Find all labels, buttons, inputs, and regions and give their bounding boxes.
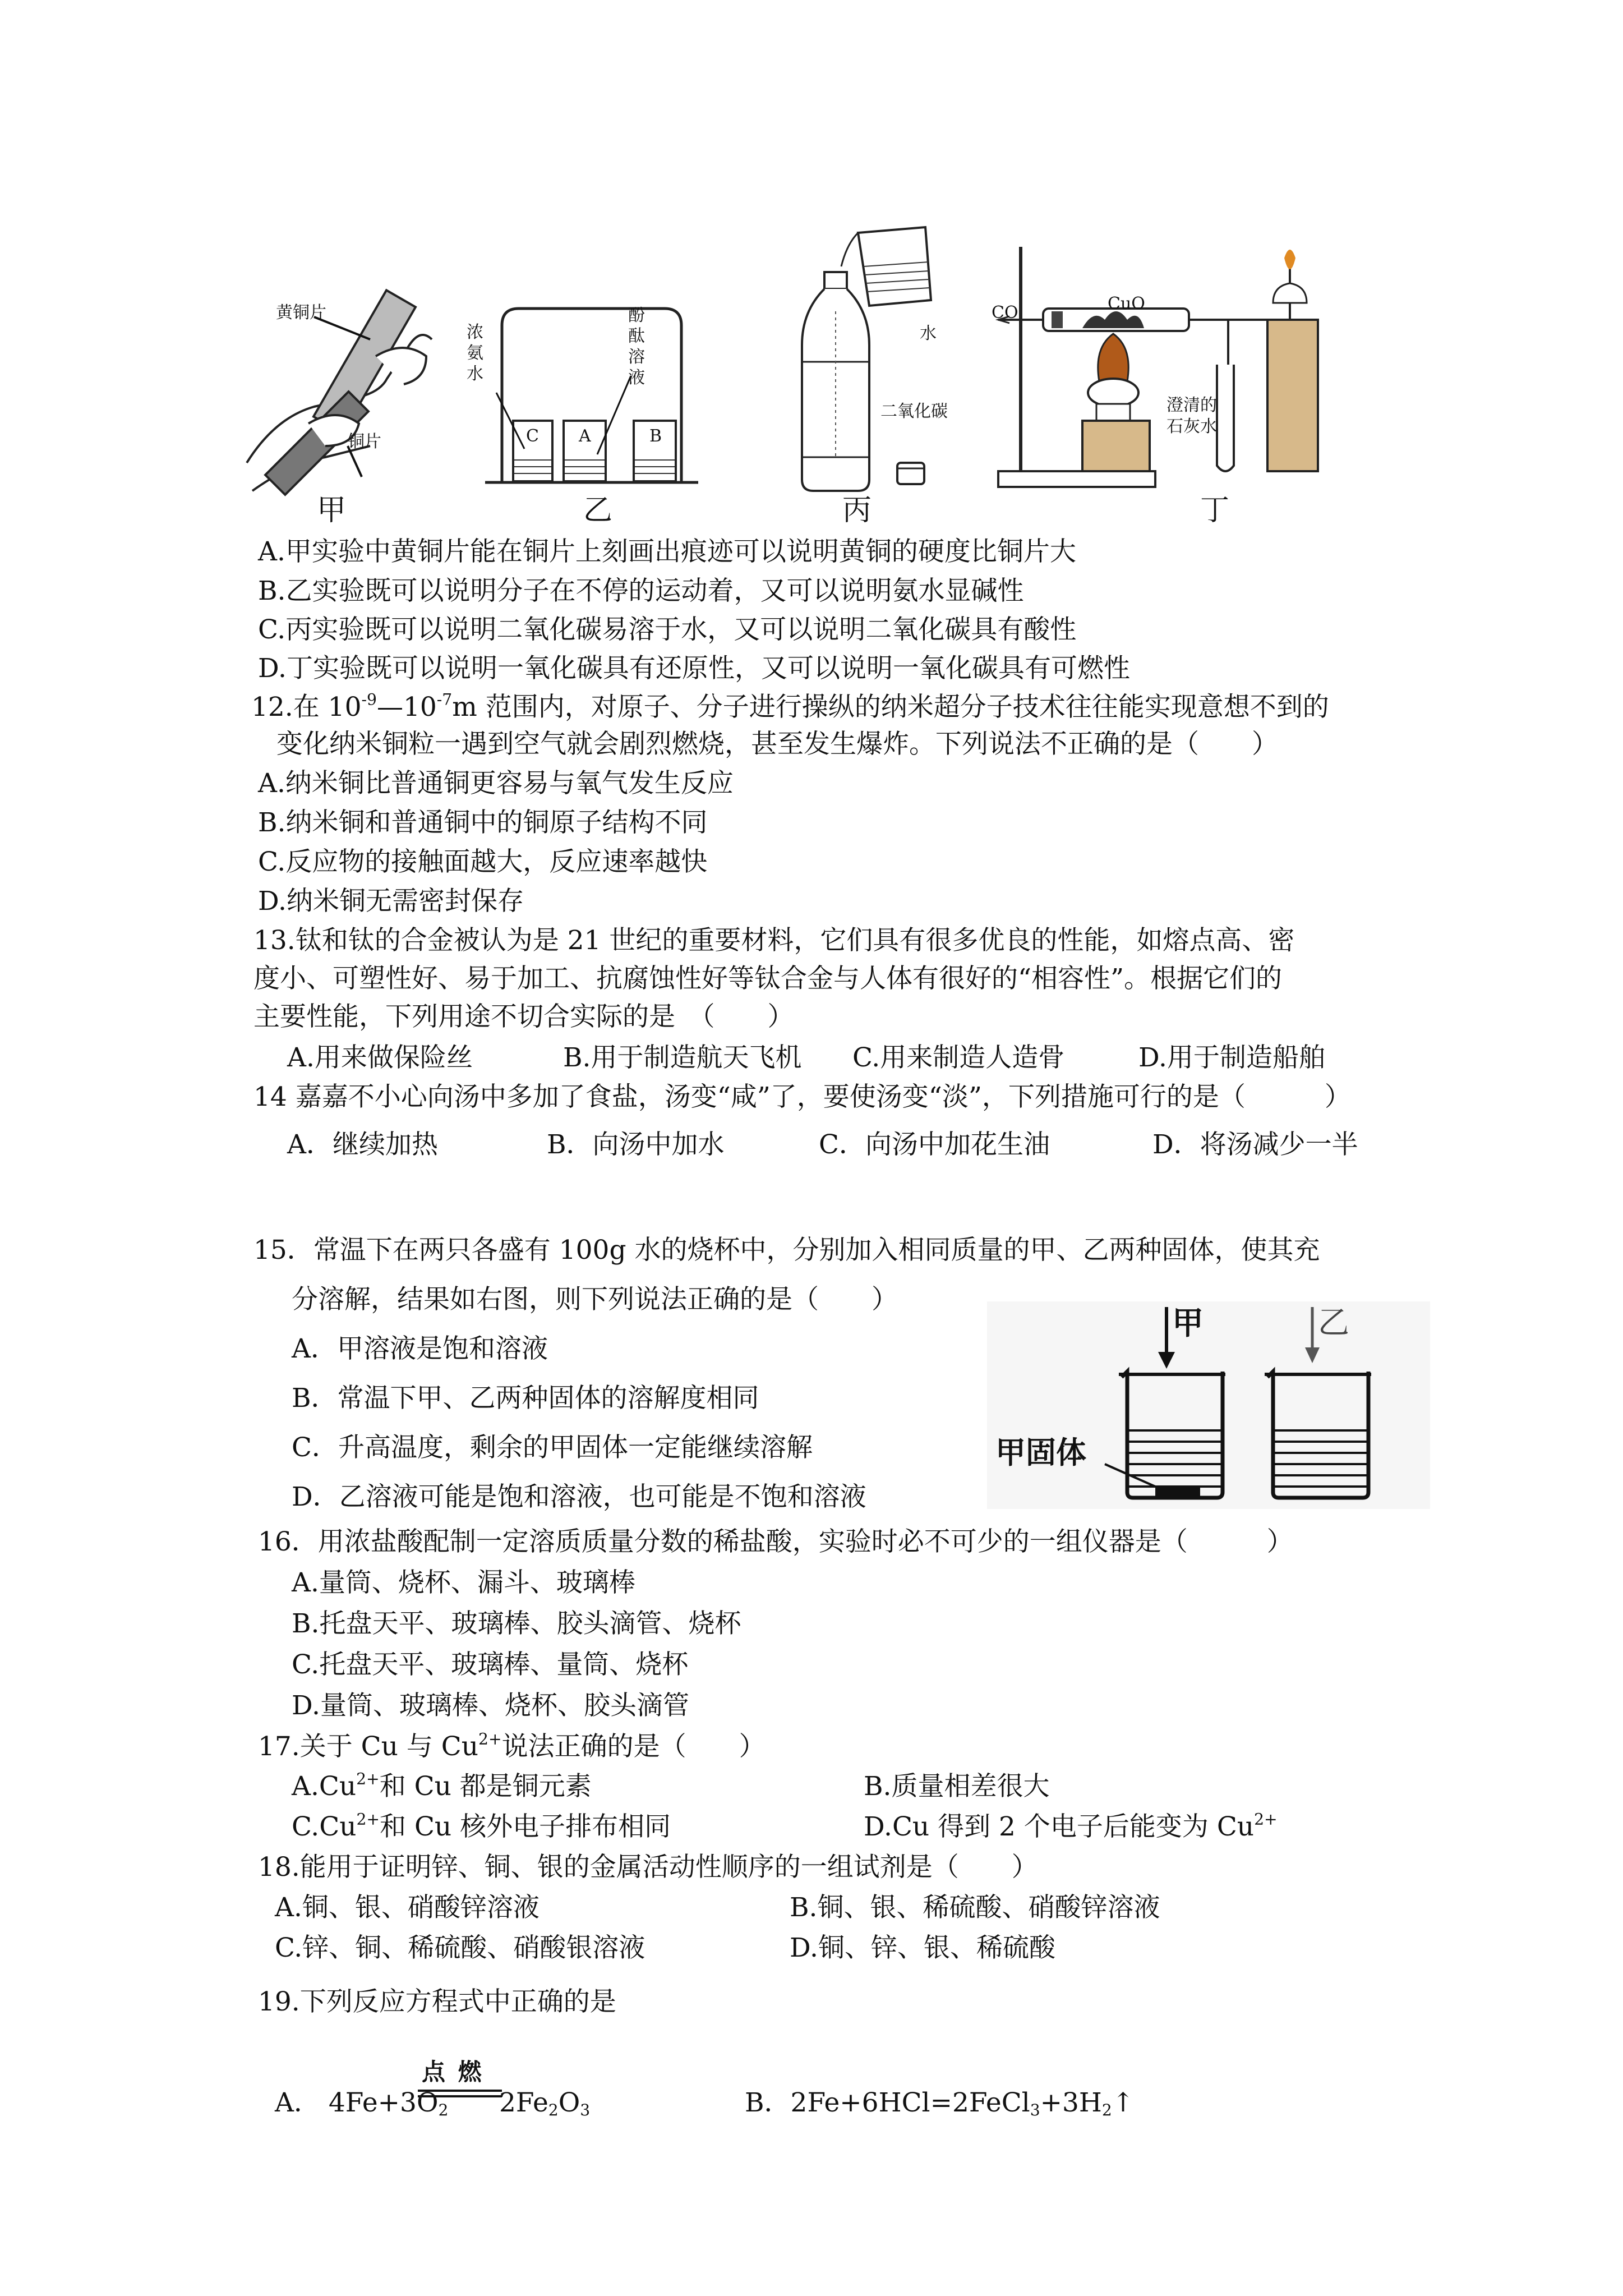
q12-rest: m 范围内，对原子、分子进行操纵的纳米超分子技术往往能实现意想不到的 bbox=[452, 692, 1329, 723]
limewater-label-1: 澄清的 bbox=[1166, 395, 1217, 415]
q12-stem-line2: 变化纳米铜粒一遇到空气就会剧烈燃烧，甚至发生爆炸。下列说法不正确的是（ ） bbox=[276, 729, 1278, 760]
q12-option-b: B.纳米铜和普通铜中的铜原子结构不同 bbox=[258, 807, 708, 838]
q18-option-b: B.铜、银、稀硫酸、硝酸锌溶液 bbox=[790, 1892, 1160, 1923]
q17-stem-sup: 2+ bbox=[478, 1729, 502, 1749]
caption-yi: 乙 bbox=[583, 494, 613, 527]
q13-stem-line2: 度小、可塑性好、易于加工、抗腐蚀性好等钛合金与人体有很好的“相容性”。根据它们的 bbox=[253, 963, 1283, 994]
q19-option-b bbox=[745, 2087, 1134, 2119]
q19-b-mid: +3H bbox=[1040, 2087, 1102, 2118]
q19-a-lhs: 4Fe+3O bbox=[328, 2087, 439, 2118]
q17-a-sup: 2+ bbox=[356, 1769, 380, 1788]
ammonia-label-2: 氨 bbox=[467, 343, 483, 363]
q15-fig-jia: 甲 bbox=[1172, 1305, 1204, 1342]
q17-a-post: 和 Cu 都是铜元素 bbox=[379, 1771, 592, 1802]
phenol-label-3: 溶 bbox=[628, 347, 645, 367]
q15-option-d: D．乙溶液可能是饱和溶液，也可能是不饱和溶液 bbox=[292, 1481, 866, 1512]
q17-stem-a: 17.关于 Cu 与 Cu bbox=[258, 1731, 479, 1762]
q13-option-d: D.用于制造船舶 bbox=[1138, 1042, 1325, 1073]
q16-stem: 16．用浓盐酸配制一定溶质质量分数的稀盐酸，实验时必不可少的一组仪器是（ ） bbox=[258, 1526, 1293, 1557]
q13-stem-line3: 主要性能，下列用途不切合实际的是 （ ） bbox=[253, 1001, 794, 1032]
q17-option-c bbox=[292, 1811, 671, 1843]
q13-stem-line1: 13.钛和钛的合金被认为是 21 世纪的重要材料，它们具有很多优良的性能，如熔点高、密 bbox=[253, 925, 1295, 956]
q19-a-rhs-1: 2Fe bbox=[499, 2087, 548, 2118]
q14-option-d: D．将汤减少一半 bbox=[1152, 1129, 1358, 1160]
q12-stem-line1 bbox=[251, 691, 1329, 724]
q11-option-a: A.甲实验中黄铜片能在铜片上刻画出痕迹可以说明黄铜的硬度比铜片大 bbox=[258, 536, 1076, 567]
q15-option-a: A．甲溶液是饱和溶液 bbox=[292, 1333, 548, 1364]
phenol-label-1: 酚 bbox=[628, 306, 645, 325]
q12-exp2: -7 bbox=[436, 690, 453, 709]
q19-b-sub1: 3 bbox=[1030, 2101, 1040, 2120]
water-label: 水 bbox=[920, 324, 937, 343]
q18-stem: 18.能用于证明锌、铜、银的金属活动性顺序的一组试剂是（ ） bbox=[258, 1852, 1038, 1883]
q16-option-d: D.量筒、玻璃棒、烧杯、胶头滴管 bbox=[292, 1690, 689, 1721]
q15-beaker-figure bbox=[987, 1301, 1430, 1509]
q19-a-rhs-mid: O bbox=[558, 2087, 580, 2118]
caption-bing: 丙 bbox=[842, 494, 872, 527]
beaker-b: B bbox=[649, 426, 662, 446]
q19-stem: 19.下列反应方程式中正确的是 bbox=[258, 1986, 616, 2017]
q11-option-b: B.乙实验既可以说明分子在不停的运动着，又可以说明氨水显碱性 bbox=[258, 576, 1024, 606]
q19-a-lhs-sub: 2 bbox=[438, 2101, 449, 2120]
caption-jia: 甲 bbox=[317, 494, 347, 527]
q12-exp1: -9 bbox=[361, 690, 377, 709]
q15-fig-yi: 乙 bbox=[1318, 1305, 1349, 1341]
phenol-label-4: 液 bbox=[628, 368, 645, 388]
q18-option-d: D.铜、锌、银、稀硫酸 bbox=[790, 1932, 1055, 1963]
q19-a-rhs-sub2: 3 bbox=[580, 2101, 591, 2120]
phenol-label-2: 酞 bbox=[628, 326, 645, 346]
q15-option-c: C．升高温度，剩余的甲固体一定能继续溶解 bbox=[292, 1432, 813, 1463]
figure-bing bbox=[785, 222, 942, 496]
q13-option-a: A.用来做保险丝 bbox=[287, 1042, 473, 1073]
q19-b-sub2: 2 bbox=[1101, 2101, 1112, 2120]
q16-option-c: C.托盘天平、玻璃棒、量筒、烧杯 bbox=[292, 1649, 689, 1680]
co2-label: 二氧化碳 bbox=[880, 402, 948, 421]
q17-c-pre: C.Cu bbox=[292, 1811, 357, 1842]
q19-a-label: A． bbox=[275, 2087, 320, 2118]
q14-stem: 14 嘉嘉不小心向汤中多加了食盐，汤变“咸”了，要使汤变“淡”，下列措施可行的是（ ） bbox=[253, 1082, 1351, 1112]
beaker-a: A bbox=[579, 426, 591, 446]
q17-c-sup: 2+ bbox=[356, 1810, 380, 1829]
q12-middle: —10 bbox=[376, 692, 437, 723]
q19-a-condition: 点 燃 bbox=[422, 2058, 484, 2086]
q17-option-d bbox=[864, 1811, 1278, 1843]
limewater-label-2: 石灰水 bbox=[1166, 417, 1217, 436]
q19-a-rhs bbox=[499, 2087, 590, 2119]
q18-option-a: A.铜、银、硝酸锌溶液 bbox=[275, 1892, 540, 1923]
q12-option-a: A.纳米铜比普通铜更容易与氧气发生反应 bbox=[258, 768, 734, 799]
q12-option-d: D.纳米铜无需密封保存 bbox=[258, 886, 524, 917]
q18-option-c: C.锌、铜、稀硫酸、硝酸银溶液 bbox=[275, 1932, 645, 1963]
figure-jia bbox=[241, 278, 443, 502]
q15-stem-line2: 分溶解，结果如右图，则下列说法正确的是（ ） bbox=[292, 1284, 898, 1315]
q16-option-a: A.量筒、烧杯、漏斗、玻璃棒 bbox=[292, 1567, 635, 1598]
q19-b-eq: 2Fe+6HCl=2FeCl bbox=[790, 2087, 1030, 2118]
q15-fig-solid: 甲固体 bbox=[995, 1434, 1086, 1470]
q15-stem-line1: 15．常温下在两只各盛有 100g 水的烧杯中，分别加入相同质量的甲、乙两种固体，使其充 bbox=[253, 1235, 1320, 1266]
caption-ding: 丁 bbox=[1200, 494, 1230, 527]
q13-option-b: B.用于制造航天飞机 bbox=[563, 1042, 802, 1073]
copper-label: 铜片 bbox=[348, 432, 381, 452]
q11-option-d: D.丁实验既可以说明一氧化碳具有还原性，又可以说明一氧化碳具有可燃性 bbox=[258, 653, 1130, 684]
q19-a-rhs-sub1: 2 bbox=[548, 2101, 559, 2120]
q17-d-pre: D.Cu 得到 2 个电子后能变为 Cu bbox=[864, 1811, 1255, 1842]
q19-a-equals-bar bbox=[418, 2089, 502, 2098]
q14-option-b: B．向汤中加水 bbox=[547, 1129, 725, 1160]
q15-option-b: B．常温下甲、乙两种固体的溶解度相同 bbox=[292, 1383, 759, 1414]
q12-option-c: C.反应物的接触面越大，反应速率越快 bbox=[258, 846, 708, 877]
q13-option-c: C.用来制造人造骨 bbox=[852, 1042, 1065, 1073]
q14-option-a: A．继续加热 bbox=[287, 1129, 438, 1160]
brass-label: 黄铜片 bbox=[276, 303, 326, 323]
q16-option-b: B.托盘天平、玻璃棒、胶头滴管、烧杯 bbox=[292, 1608, 741, 1639]
figure-yi bbox=[479, 292, 704, 494]
ammonia-label-1: 浓 bbox=[467, 323, 483, 342]
figure-ding bbox=[987, 236, 1368, 494]
cuo-label: CuO bbox=[1108, 294, 1145, 314]
q17-stem bbox=[258, 1731, 766, 1763]
q19-b-arrow: ↑ bbox=[1112, 2087, 1135, 2118]
q14-option-c: C．向汤中加花生油 bbox=[819, 1129, 1050, 1160]
q17-option-a bbox=[292, 1770, 592, 1803]
q17-stem-b: 说法正确的是（ ） bbox=[501, 1731, 766, 1762]
q17-a-pre: A.Cu bbox=[292, 1771, 357, 1802]
q17-c-post: 和 Cu 核外电子排布相同 bbox=[380, 1811, 671, 1842]
q11-option-c: C.丙实验既可以说明二氧化碳易溶于水，又可以说明二氧化碳具有酸性 bbox=[258, 614, 1077, 645]
q17-option-b: B.质量相差很大 bbox=[864, 1771, 1050, 1802]
q17-d-sup: 2+ bbox=[1254, 1810, 1278, 1829]
beaker-c: C bbox=[526, 426, 539, 446]
q19-b-label: B． bbox=[745, 2087, 791, 2118]
ammonia-label-3: 水 bbox=[467, 364, 483, 384]
q12-prefix: 12.在 10 bbox=[251, 692, 362, 723]
co-label: CO bbox=[992, 303, 1018, 323]
